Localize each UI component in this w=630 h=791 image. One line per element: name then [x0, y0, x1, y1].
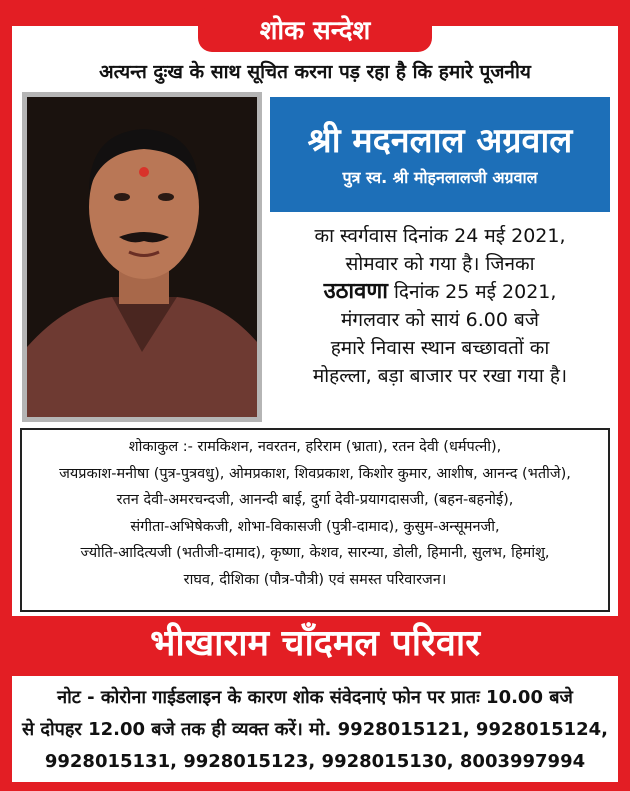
message-line — [270, 278, 610, 306]
family-name: भीखाराम चाँदमल परिवार — [150, 623, 480, 664]
portrait-illustration — [27, 97, 257, 417]
message-line: मंगलवार को सायं 6.00 बजे — [341, 309, 539, 331]
mourners-line: राघव, दीशिका (पौत्र-पौत्री) एवं समस्त परिवारजन। — [183, 571, 447, 588]
deceased-relation: पुत्र स्व. श्री मोहनलालजी अग्रवाल — [342, 167, 538, 187]
mourners-line: रतन देवी-अमरचन्दजी, आनन्दी बाई, दुर्गा देवी-प्रयागदासजी, (बहन-बहनोई), — [116, 492, 514, 508]
mourners-line: ज्योति-आदित्यजी (भतीजी-दामाद), कृष्णा, केशव, सारन्या, डोली, हिमानी, सुलभ, हिमांशु, — [80, 545, 550, 561]
portrait-photo — [27, 97, 257, 417]
uthavna-label: उठावणा — [323, 279, 388, 304]
message-line: मोहल्ला, बड़ा बाजार पर रखा गया है। — [312, 365, 568, 387]
note-line: नोट - कोरोना गाईडलाइन के कारण शोक संवेदनाएं फोन पर प्रातः 10.00 बजे — [57, 687, 573, 708]
deceased-name: श्री मदनलाल अग्रवाल — [307, 121, 573, 162]
portrait-frame — [22, 92, 262, 422]
note-line: 9928015131, 9928015123, 9928015130, 8003997994 — [44, 751, 586, 772]
intro-line: अत्यन्त दुःख के साथ सूचित करना पड़ रहा है कि हमारे पूजनीय — [99, 61, 531, 83]
message-line: सोमवार को गया है। जिनका — [345, 253, 535, 275]
notice-title: शोक सन्देश — [198, 6, 432, 52]
uthavna-date: दिनांक 25 मई 2021, — [387, 281, 557, 303]
deceased-name-box — [270, 97, 610, 212]
mourners-list — [20, 428, 610, 612]
mourners-line: संगीता-अभिषेकजी, शोभा-विकासजी (पुत्री-दामाद), कुसुम-अन्सूमनजी, — [130, 518, 500, 535]
mourners-line: जयप्रकाश-मनीषा (पुत्र-पुत्रवधु), ओमप्रकाश, शिवप्रकाश, किशोर कुमार, आशीष, आनन्द (भतीजे), — [59, 465, 571, 482]
mourners-line: शोकाकुल :- रामकिशन, नवरतन, हरिराम (भ्राता), रतन देवी (धर्मपत्नी), — [128, 439, 502, 455]
message-line: हमारे निवास स्थान बच्छावतों का — [330, 337, 550, 359]
message-line: का स्वर्गवास दिनांक 24 मई 2021, — [314, 225, 566, 247]
contact-note — [12, 676, 618, 782]
death-message — [270, 222, 610, 390]
note-line: से दोपहर 12.00 बजे तक ही व्यक्त करें। मो. 9928015121, 9928015124, — [22, 719, 609, 740]
